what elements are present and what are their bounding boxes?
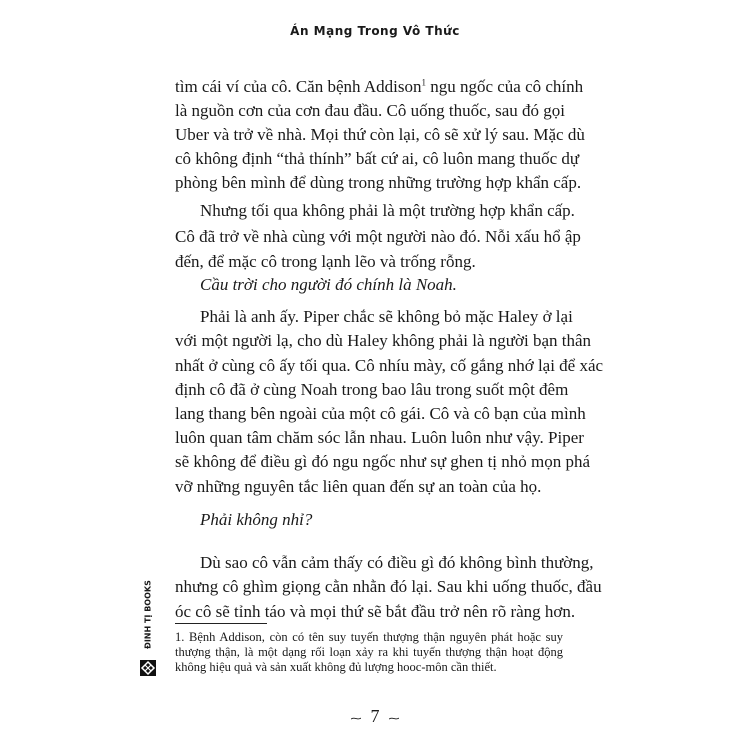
footnote-line: không hiệu quả và sản xuất không đủ lượng hooc-môn cần thiết. <box>175 660 497 674</box>
text-line: nhưng cô ghìm giọng cằn nhằn đó lại. Sau khi uống thuốc, đầu <box>175 577 602 596</box>
text-line: nhất ở cùng cô ấy tối qua. Cô nhíu mày, cố gắng nhớ lại để xác <box>175 356 604 375</box>
italic-thought: Cầu trời cho người đó chính là Noah. <box>200 275 457 294</box>
text-line: vỡ những nguyên tắc liên quan đến sự an toàn của họ. <box>175 477 542 496</box>
running-header: Án Mạng Trong Vô Thức <box>290 24 460 38</box>
text-line: với một người lạ, cho dù Haley không phải là người bạn thân <box>175 331 592 350</box>
page-number: ⁓ 7 ⁓ <box>350 706 400 726</box>
text-line: Dù sao cô vẫn cảm thấy có điều gì đó không bình thường, <box>200 553 594 572</box>
text-line: phòng bên mình để dùng trong những trường hợp khẩn cấp. <box>175 173 582 192</box>
text-line: Uber và trở về nhà. Mọi thứ còn lại, cô sẽ xử lý sau. Mặc dù <box>175 125 585 144</box>
text-line: cô không định “thả thính” bất cứ ai, cô luôn mang thuốc dự <box>175 149 580 168</box>
text-line: là nguồn cơn của cơn đau đầu. Cô uống thuốc, sau đó gọi <box>175 101 566 120</box>
text-line: lang thang bên ngoài của một cô gái. Cô và cô bạn của mình <box>175 404 586 423</box>
publisher-logo: ĐINH TỊ BOOKS <box>140 582 156 677</box>
text-line: định cô đã ở cùng Noah trong bao lâu trong suốt một đêm <box>175 380 569 399</box>
text-line: luôn quan tâm chăm sóc lẫn nhau. Luôn luôn như vậy. Piper <box>175 428 584 447</box>
text-line: óc cô sẽ tỉnh táo và mọi thứ sẽ bắt đầu trở nên rõ ràng hơn. <box>175 602 576 621</box>
text-line: sẽ không để điều gì đó ngu ngốc như sự ghen tị nhỏ mọn phá <box>175 452 591 471</box>
italic-thought: Phải không nhỉ? <box>200 510 313 529</box>
footnote-divider <box>175 623 267 624</box>
text-line: Cô đã trở về nhà cùng với một người nào đó. Nỗi xấu hổ ập <box>175 227 581 246</box>
text-line: đến, để mặc cô trong lạnh lẽo và trống rỗng. <box>175 252 476 271</box>
footnote-line: 1. Bệnh Addison, còn có tên suy tuyến thượng thận nguyên phát hoặc suy <box>175 630 563 644</box>
text-line: Nhưng tối qua không phải là một trường hợp khẩn cấp. <box>200 201 575 220</box>
footnote-line: thượng thận, là một dạng rối loạn xảy ra khi tuyến thượng thận hoạt động <box>175 645 563 659</box>
text-line: Phải là anh ấy. Piper chắc sẽ không bỏ mặc Haley ở lại <box>200 307 573 326</box>
publisher-logo-icon <box>140 660 156 676</box>
text-line: tìm cái ví của cô. Căn bệnh Addison$^1$ ngu ngốc của cô chính <box>175 77 584 96</box>
